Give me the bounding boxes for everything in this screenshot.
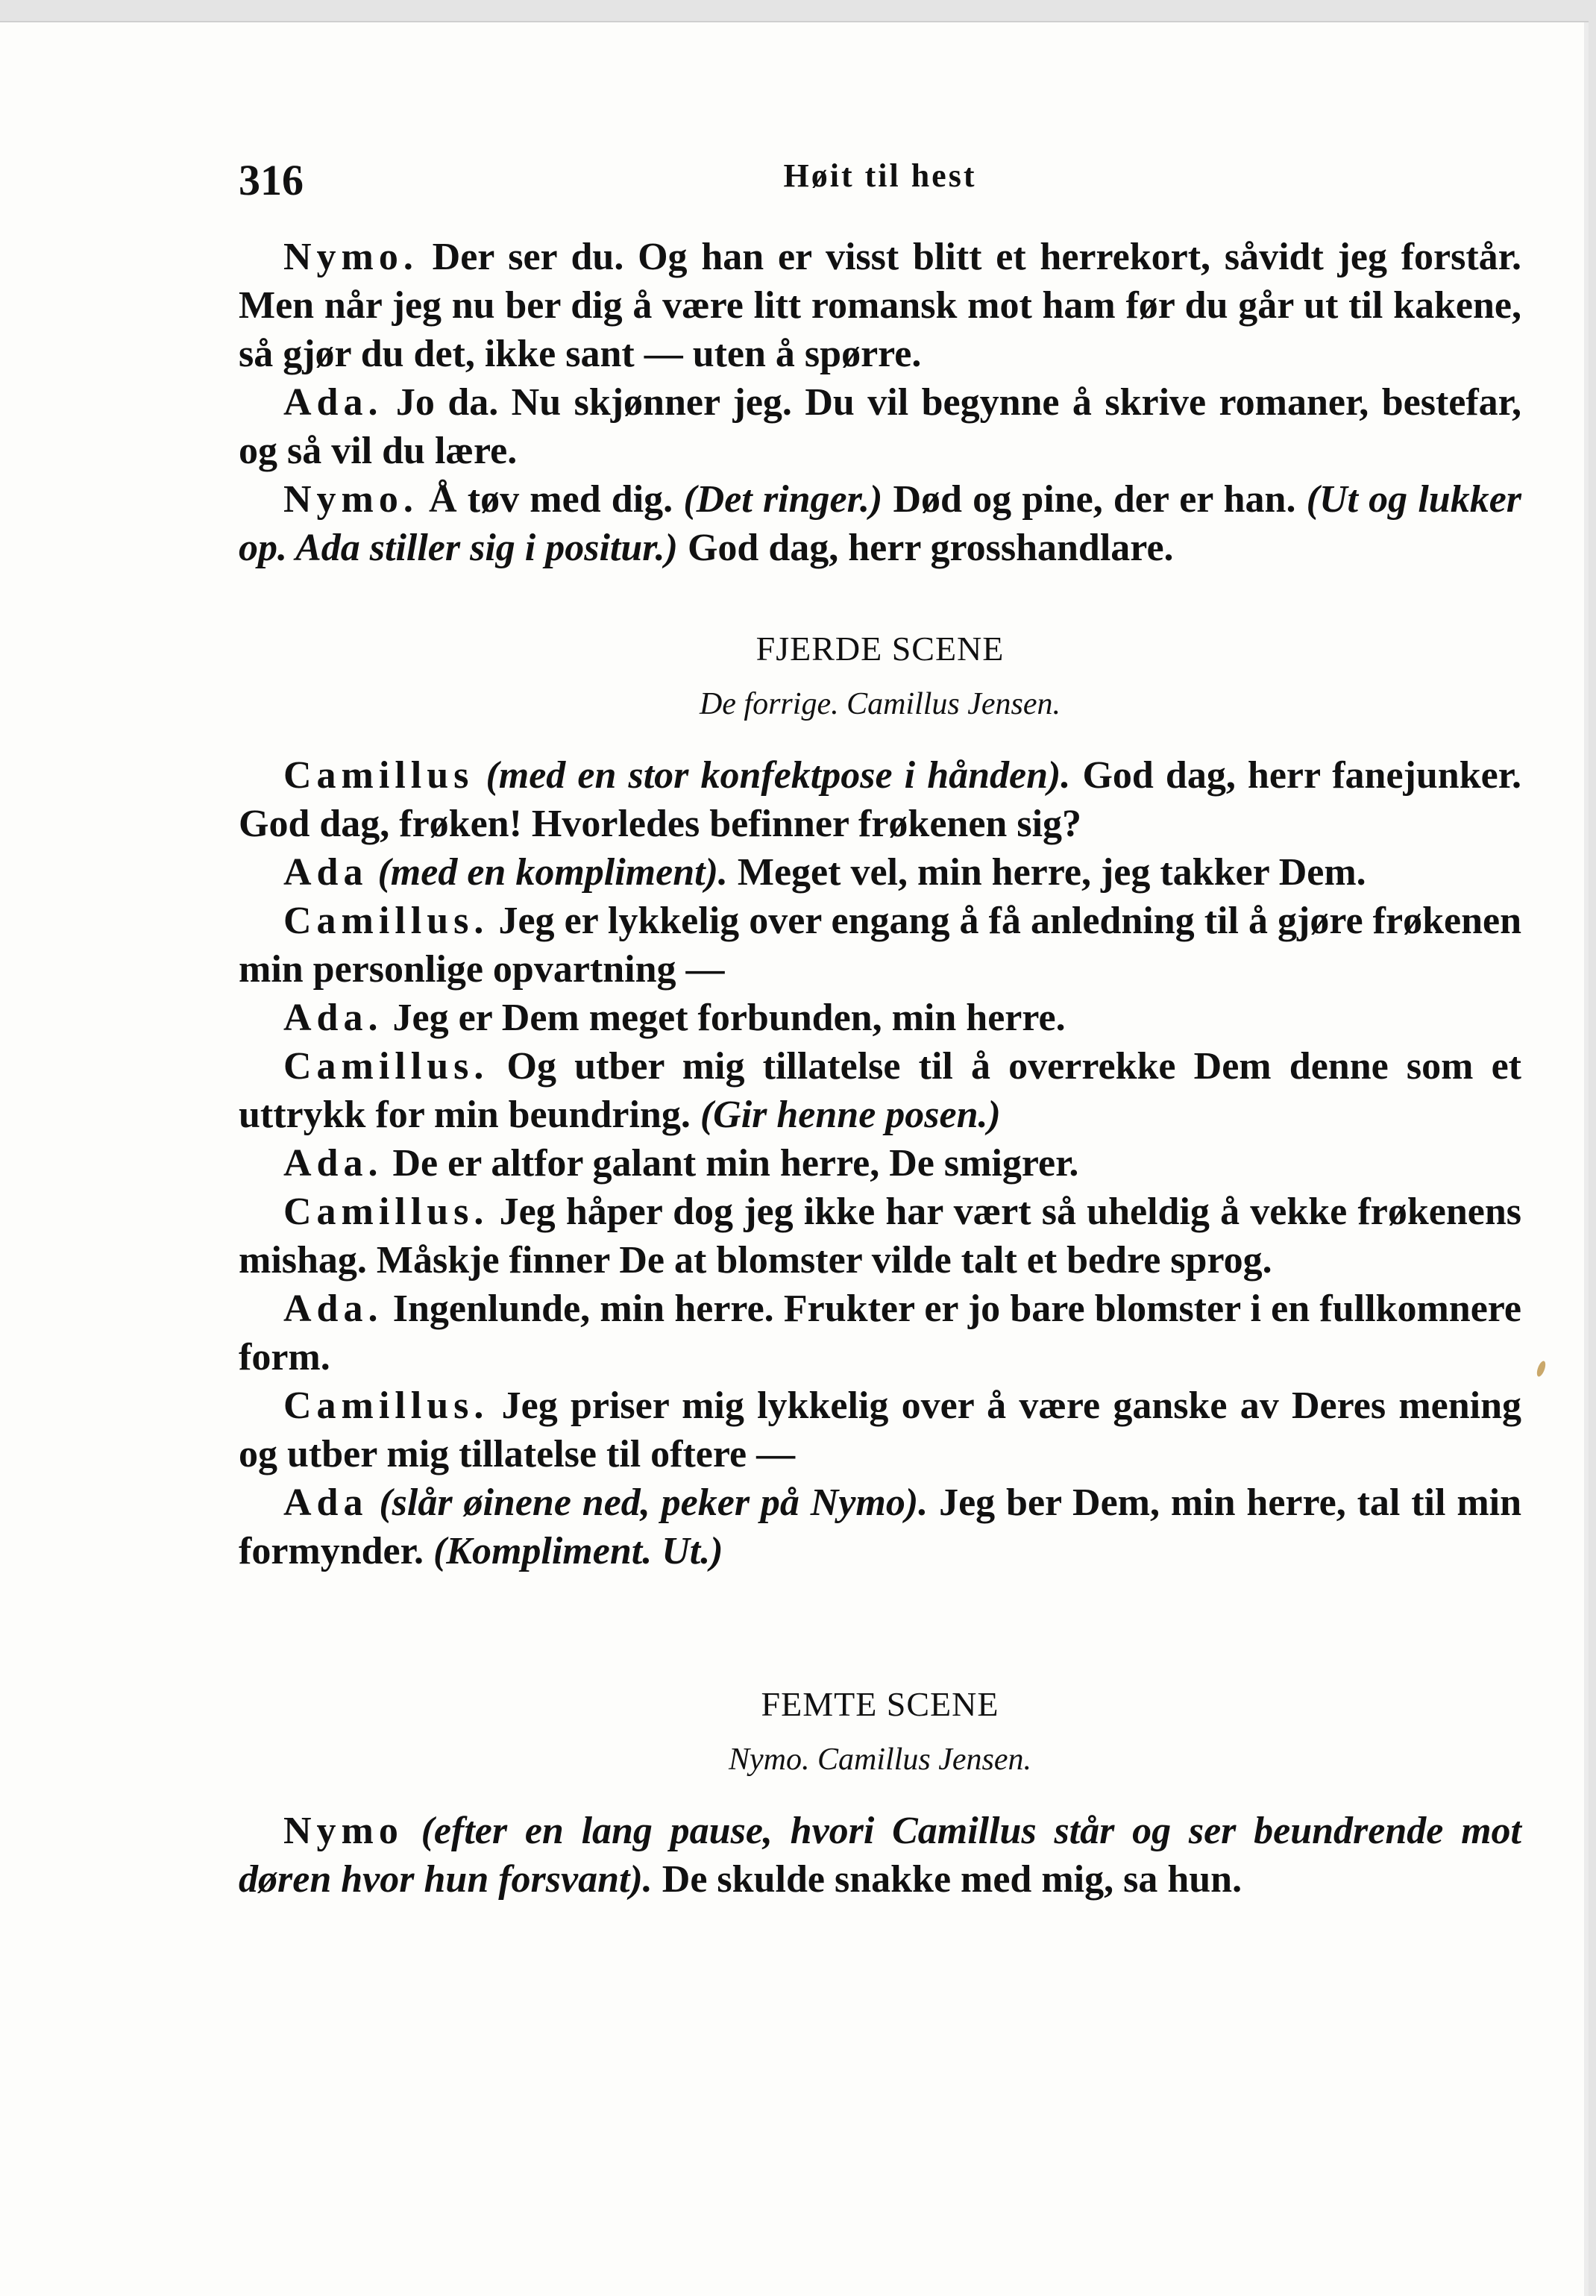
paragraph <box>239 751 1521 848</box>
speaker: Camillus. <box>283 1191 489 1233</box>
speaker: Nymo. <box>283 236 418 278</box>
running-head <box>239 155 1521 207</box>
speaker: Ada. <box>283 1287 383 1330</box>
stage-direction: (slår øinene ned, peker på Nymo). <box>368 1481 929 1524</box>
speaker: Nymo <box>283 1810 403 1852</box>
speaker: Camillus. <box>283 1045 489 1088</box>
paragraph <box>239 1285 1521 1381</box>
speech: Jeg priser mig lykkelig over å være ganske av Deres mening og utber mig tillatelse til oftere — <box>239 1384 1521 1475</box>
scene-heading: FJERDE SCENE <box>755 630 1005 668</box>
paragraph <box>239 994 1521 1042</box>
speech: Jeg håper dog jeg ikke har vært så uheldig å vekke frøkenens mishag. Måskje finner De at blomster vilde talt et bedre sprog. <box>239 1191 1521 1282</box>
speech: Død og pine, der er han. <box>882 478 1307 521</box>
stage-direction: (Det ringer.) <box>683 478 883 521</box>
paragraph <box>239 1478 1521 1575</box>
paragraph <box>239 1042 1521 1139</box>
speech: Jeg ber Dem, min herre, tal til min formynder. <box>239 1481 1521 1572</box>
stage-direction: (efter en lang pause, hvori Camillus står og ser beundrende mot døren hvor hun forsvant). <box>239 1810 1521 1901</box>
speech: Og utber mig tillatelse til å overrekke Dem denne som et uttrykk for min beundring. <box>239 1045 1521 1136</box>
speaker: Ada. <box>283 997 383 1039</box>
speech: Jeg er Dem meget forbunden, min herre. <box>383 997 1066 1039</box>
scene-cast: Nymo. Camillus Jensen. <box>729 1743 1031 1777</box>
paragraph <box>239 475 1521 572</box>
speech: Der ser du. Og han er visst blitt et herrekort, såvidt jeg forstår. Men når jeg nu ber dig å være litt romansk mot ham før du går ut til kakene, så gjør du det, ikke sant — uten å spørre. <box>239 236 1521 375</box>
paragraph <box>239 378 1521 475</box>
speech: Å tøv med dig. <box>418 478 684 521</box>
stage-direction: (Ut og lukker op. Ada stiller sig i positur.) <box>239 478 1522 569</box>
stage-direction: (Gir henne posen.) <box>700 1094 1001 1136</box>
speaker: Camillus <box>283 754 474 797</box>
speaker: Ada. <box>283 1142 383 1185</box>
scene-heading: FEMTE SCENE <box>761 1685 999 1723</box>
stage-direction: (med en stor konfektpose i hånden). <box>474 754 1071 797</box>
speaker: Nymo. <box>283 478 418 521</box>
stage-direction: (med en kompliment). <box>368 851 728 894</box>
speaker: Ada. <box>283 381 383 424</box>
page-body <box>239 233 1521 1904</box>
speech: God dag, herr fanejunker. God dag, frøken! Hvorledes befinner frøkenen sig? <box>239 754 1521 845</box>
paragraph <box>239 848 1521 897</box>
speaker: Camillus. <box>283 900 489 942</box>
speaker: Ada <box>283 851 368 894</box>
speech: Jo da. Nu skjønner jeg. Du vil begynne å skrive romaner, bestefar, og så vil du lære. <box>239 381 1521 472</box>
paragraph <box>239 233 1521 378</box>
paragraph <box>239 897 1521 994</box>
speaker: Ada <box>283 1481 368 1524</box>
speech: De skulde snakke med mig, sa hun. <box>652 1858 1242 1901</box>
speech: De er altfor galant min herre, De smigrer. <box>383 1142 1079 1185</box>
speech: Ingenlunde, min herre. Frukter er jo bare blomster i en fullkomnere form. <box>239 1287 1521 1378</box>
paragraph <box>239 1381 1521 1478</box>
running-title: Høit til hest <box>783 157 977 194</box>
speech: Jeg er lykkelig over engang å få anledning til å gjøre frøkenen min personlige opvartning — <box>239 900 1521 991</box>
paragraph <box>239 1139 1521 1188</box>
paragraph <box>239 1807 1521 1904</box>
paragraph <box>239 1188 1521 1285</box>
stage-direction: (Kompliment. Ut.) <box>433 1530 723 1572</box>
scene-cast: De forrige. Camillus Jensen. <box>699 687 1061 721</box>
speech: God dag, herr grosshandlare. <box>677 527 1174 569</box>
ink-blot <box>1536 1360 1548 1378</box>
speech: Meget vel, min herre, jeg takker Dem. <box>727 851 1366 894</box>
page-number: 316 <box>239 156 304 204</box>
speaker: Camillus. <box>283 1384 489 1427</box>
